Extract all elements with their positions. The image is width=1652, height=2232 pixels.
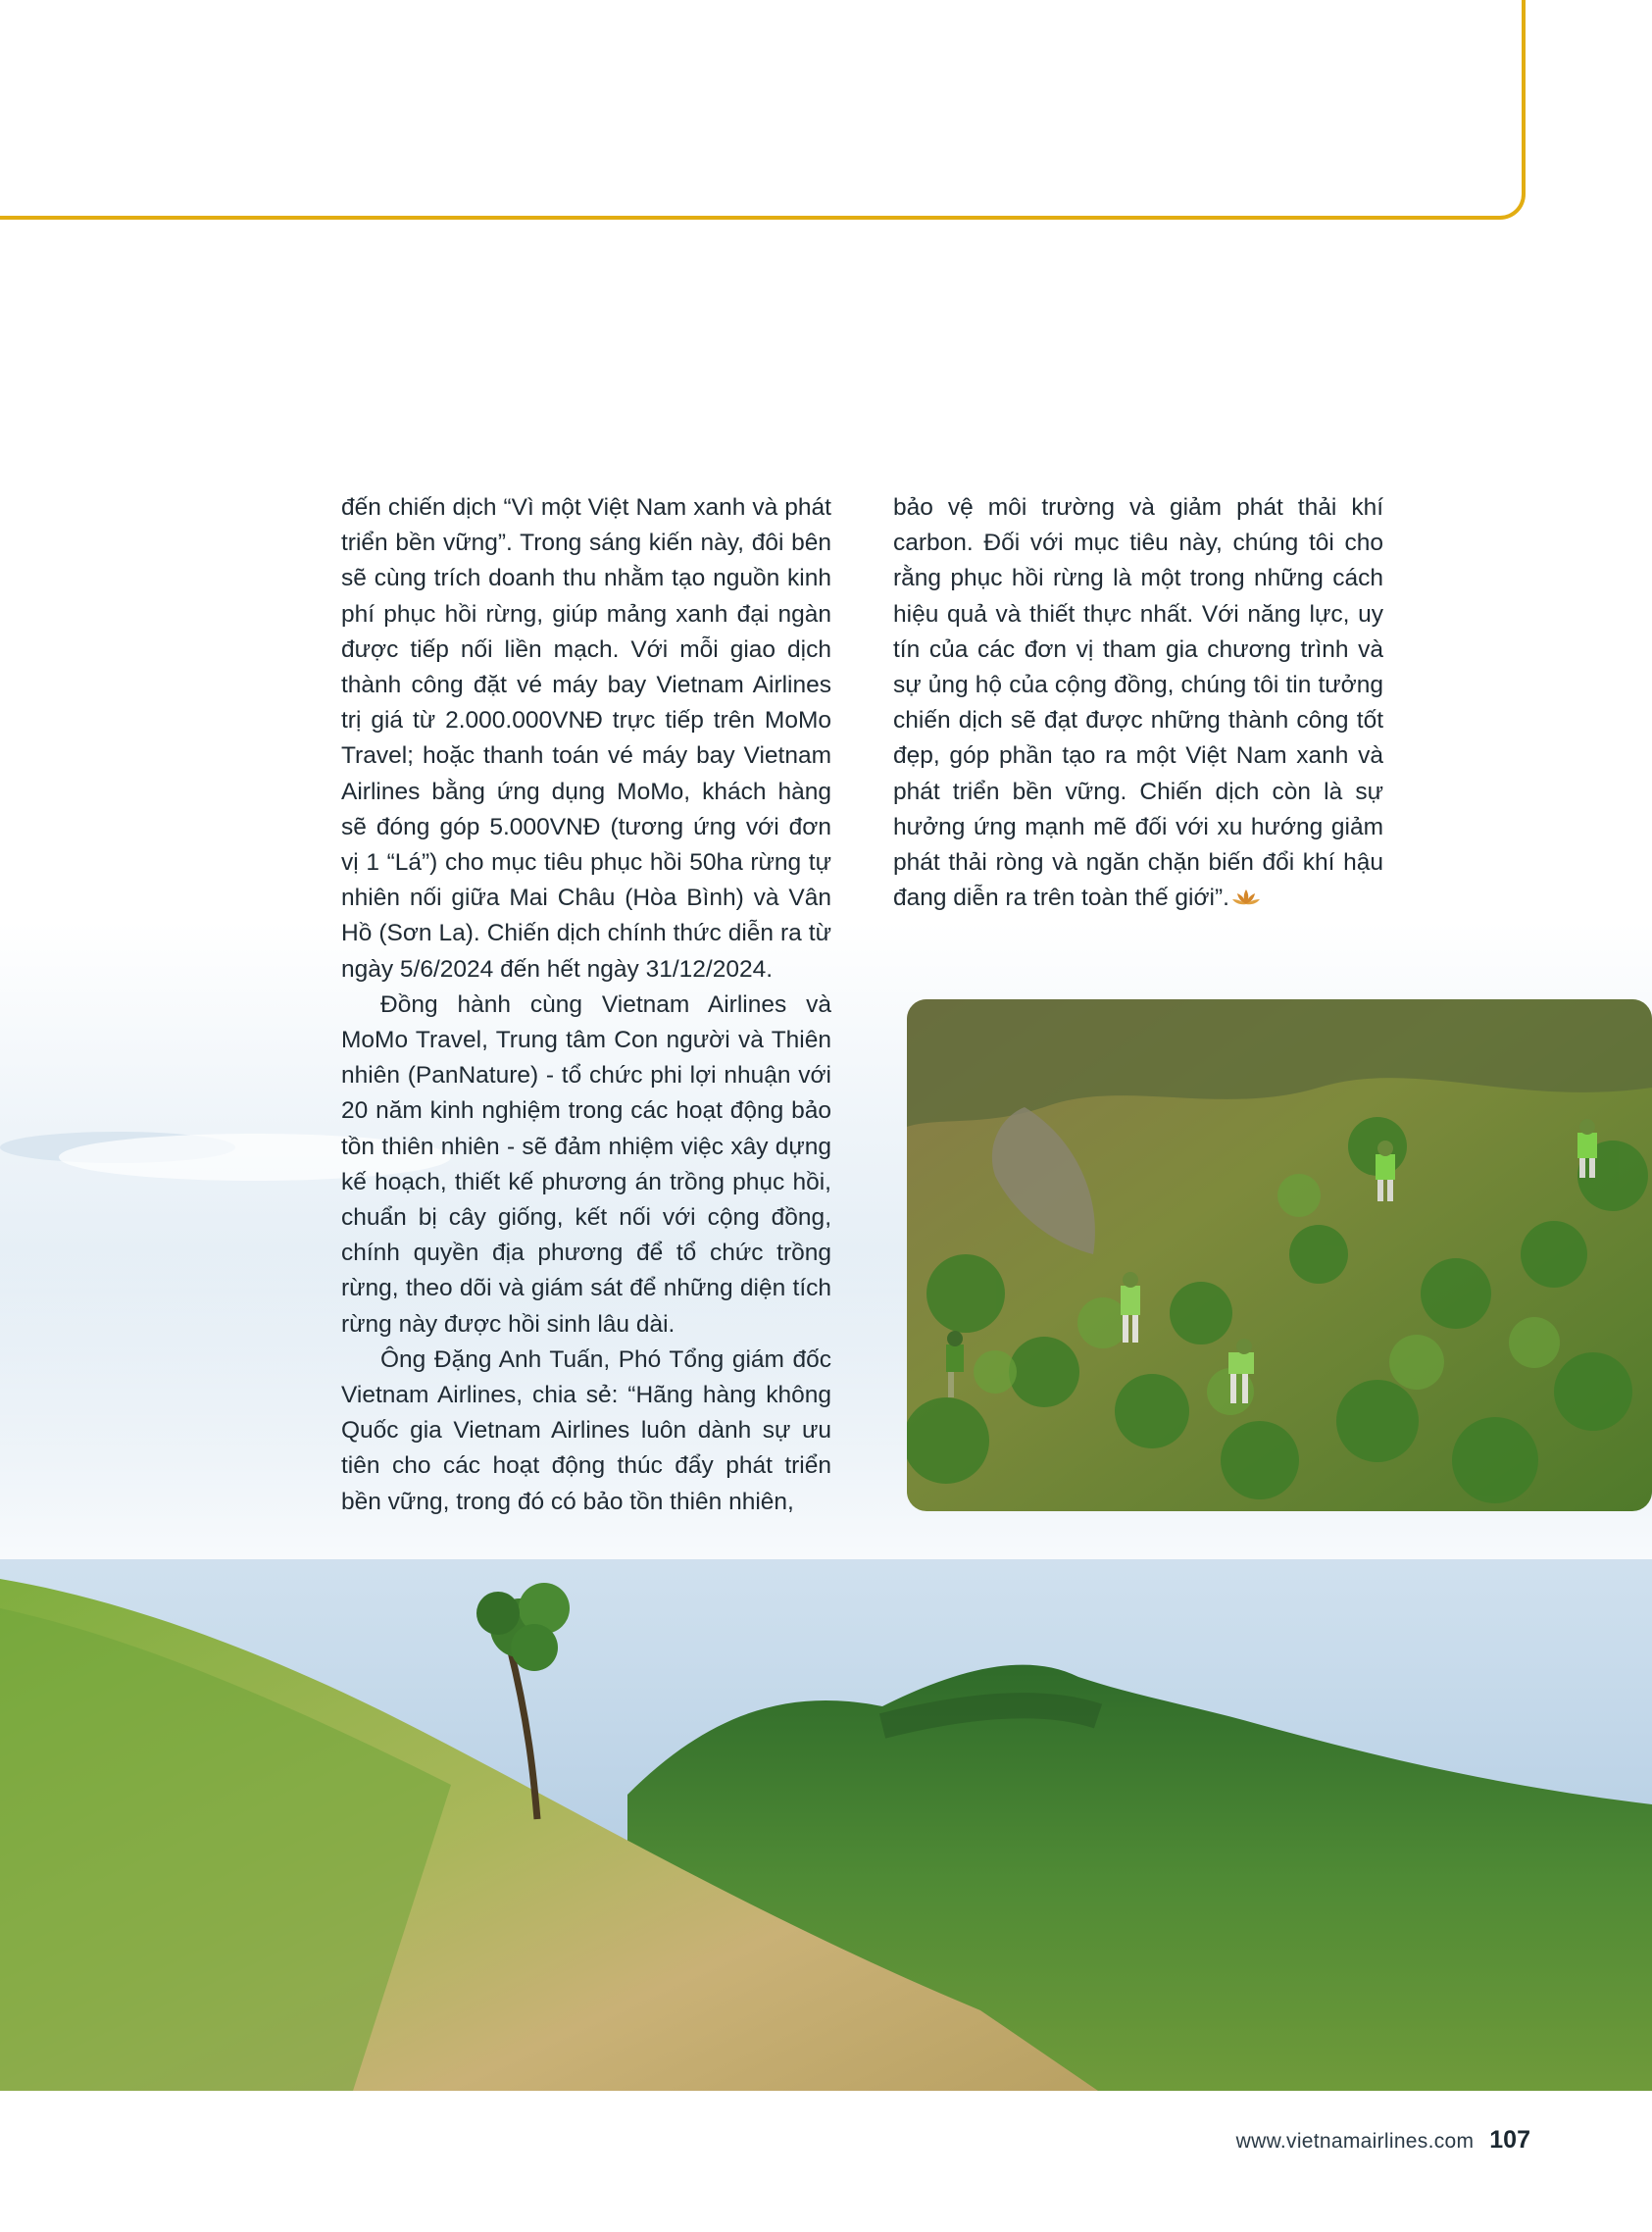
forest-planting-photo	[907, 999, 1652, 1511]
paragraph: Đồng hành cùng Vietnam Airlines và MoMo Travel, Trung tâm Con người và Thiên nhiên (PanNature) - tổ chức phi lợi nhuận với 20 năm kinh nghiệm trong các hoạt động bảo tồn thiên nhiên - sẽ đảm nhiệm việc xây dựng kế hoạch, thiết kế phương án trồng phục hồi, chuẩn bị cây giống, kết nối với cộng đồng, chính quyền địa phương để tổ chức trồng rừng, theo dõi và giám sát để những diện tích rừng này được hồi sinh lâu dài.	[341, 990, 831, 1338]
page-number: 107	[1489, 2126, 1530, 2154]
paragraph	[893, 490, 1383, 916]
lotus-end-mark-icon	[1231, 888, 1261, 907]
article-left-column	[341, 490, 831, 1520]
paragraph: Ông Đặng Anh Tuấn, Phó Tổng giám đốc Vietnam Airlines, chia sẻ: “Hãng hàng không Quốc gia Vietnam Airlines luôn dành sự ưu tiên cho các hoạt động thúc đẩy phát triển bền vững, trong đó có bảo tồn thiên nhiên,	[341, 1345, 831, 1515]
paragraph: đến chiến dịch “Vì một Việt Nam xanh và phát triển bền vững”. Trong sáng kiến này, đôi bên sẽ cùng trích doanh thu nhằm tạo nguồn kinh phí phục hồi rừng, giúp mảng xanh đại ngàn được tiếp nối liền mạch. Với mỗi giao dịch thành công đặt vé máy bay Vietnam Airlines trị giá từ 2.000.000VNĐ trực tiếp trên MoMo Travel; hoặc thanh toán vé máy bay Vietnam Airlines bằng ứng dụng MoMo, khách hàng sẽ đóng góp 5.000VNĐ (tương ứng với đơn vị 1 “Lá”) cho mục tiêu phục hồi 50ha rừng tự nhiên nối giữa Mai Châu (Hòa Bình) và Vân Hồ (Sơn La). Chiến dịch chính thức diễn ra từ ngày 5/6/2024 đến hết ngày 31/12/2024.	[341, 494, 831, 983]
page-footer	[1236, 2126, 1530, 2155]
article-right-column	[893, 490, 1383, 916]
website-url[interactable]: www.vietnamairlines.com	[1235, 2130, 1475, 2153]
paragraph-text: bảo vệ môi trường và giảm phát thải khí carbon. Đối với mục tiêu này, chúng tôi cho rằng phục hồi rừng là một trong những cách hiệu quả và thiết thực nhất. Với năng lực, uy tín của các đơn vị tham gia chương trình và sự ủng hộ của cộng đồng, chúng tôi tin tưởng chiến dịch sẽ đạt được những thành công tốt đẹp, góp phần tạo ra một Việt Nam xanh và phát triển bền vững. Chiến dịch còn là sự hưởng ứng mạnh mẽ đối với xu hướng giảm phát thải ròng và ngăn chặn biến đổi khí hậu đang diễn ra trên toàn thế giới”.	[893, 494, 1383, 912]
top-frame-accent-line	[0, 0, 1526, 220]
